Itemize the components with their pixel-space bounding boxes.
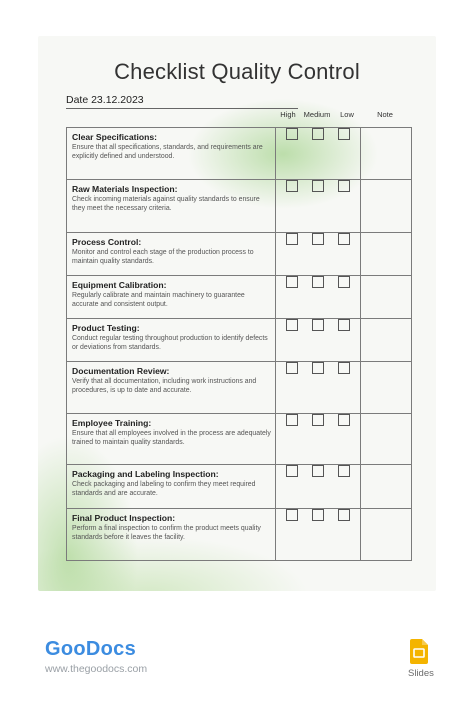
checkbox-high[interactable] (286, 180, 298, 192)
table-row (67, 509, 412, 561)
checkbox-cell (276, 465, 361, 509)
column-header-high: High (280, 110, 296, 119)
item-title: Process Control: (72, 237, 142, 247)
checkbox-high[interactable] (286, 128, 298, 140)
checkbox-low[interactable] (338, 128, 350, 140)
checkbox-cell (276, 509, 361, 561)
item-title: Final Product Inspection: (72, 513, 176, 523)
checkbox-low[interactable] (338, 362, 350, 374)
document-title: Checklist Quality Control (114, 59, 360, 84)
checkbox-high[interactable] (286, 233, 298, 245)
checkbox-medium[interactable] (312, 362, 324, 374)
checkbox-high[interactable] (286, 509, 298, 521)
item-description: Check packaging and labeling to confirm they meet required standards and are accurate. (72, 481, 256, 497)
item-title: Product Testing: (72, 323, 140, 333)
date-underline (66, 108, 298, 109)
checkbox-cell (276, 180, 361, 233)
checkbox-medium[interactable] (312, 509, 324, 521)
goodocs-logo: GooDocs (45, 638, 136, 660)
item-description: Conduct regular testing throughout production to identify defects or deviations from standards. (72, 335, 268, 351)
checkbox-high[interactable] (286, 362, 298, 374)
checkbox-low[interactable] (338, 465, 350, 477)
table-row (67, 319, 412, 362)
brand-url: www.thegoodocs.com (45, 663, 148, 675)
checkbox-medium[interactable] (312, 276, 324, 288)
note-cell[interactable] (361, 509, 412, 561)
checkbox-cell (276, 319, 361, 362)
item-description: Monitor and control each stage of the production process to maintain quality standards. (72, 249, 254, 265)
checkbox-low[interactable] (338, 414, 350, 426)
item-title: Employee Training: (72, 418, 152, 428)
checkbox-low[interactable] (338, 509, 350, 521)
slides-label: Slides (408, 668, 434, 679)
item-description: Verify that all documentation, including work instructions and procedures, is up to date and accurate. (72, 378, 257, 394)
table-row (67, 233, 412, 276)
item-title: Raw Materials Inspection: (72, 184, 178, 194)
table-row (67, 128, 412, 180)
note-cell[interactable] (361, 180, 412, 233)
item-cell (67, 465, 276, 509)
checkbox-medium[interactable] (312, 414, 324, 426)
item-title: Documentation Review: (72, 366, 170, 376)
table-row (67, 180, 412, 233)
item-title: Packaging and Labeling Inspection: (72, 469, 219, 479)
date-label: Date 23.12.2023 (66, 94, 144, 106)
checkbox-cell (276, 414, 361, 465)
table-row (67, 414, 412, 465)
checkbox-cell (276, 362, 361, 414)
checkbox-medium[interactable] (312, 180, 324, 192)
checkbox-cell (276, 233, 361, 276)
column-header-low: Low (340, 110, 354, 119)
table-row (67, 465, 412, 509)
item-cell (67, 319, 276, 362)
checkbox-medium[interactable] (312, 319, 324, 331)
checkbox-medium[interactable] (312, 128, 324, 140)
note-cell[interactable] (361, 319, 412, 362)
item-description: Perform a final inspection to confirm the product meets quality standards before it leaves the facility. (72, 525, 261, 541)
note-cell[interactable] (361, 414, 412, 465)
table-row (67, 276, 412, 319)
column-header-medium: Medium (303, 110, 331, 119)
item-cell (67, 180, 276, 233)
checkbox-cell (276, 276, 361, 319)
item-cell (67, 276, 276, 319)
item-cell (67, 509, 276, 561)
checkbox-high[interactable] (286, 465, 298, 477)
table-row (67, 362, 412, 414)
checklist-table (66, 127, 412, 561)
note-cell[interactable] (361, 128, 412, 180)
item-description: Regularly calibrate and maintain machinery to guarantee accurate and consistent output. (72, 292, 245, 308)
item-description: Ensure that all employees involved in the process are adequately trained to maintain quality standards. (72, 430, 271, 446)
checklist-document (38, 36, 436, 591)
item-cell (67, 362, 276, 414)
item-description: Check incoming materials against quality standards to ensure they meet the necessary criteria. (72, 196, 260, 212)
checkbox-high[interactable] (286, 319, 298, 331)
column-header-note: Note (377, 110, 393, 119)
checkbox-high[interactable] (286, 276, 298, 288)
note-cell[interactable] (361, 465, 412, 509)
checkbox-low[interactable] (338, 276, 350, 288)
item-cell (67, 233, 276, 276)
note-cell[interactable] (361, 233, 412, 276)
checkbox-cell (276, 128, 361, 180)
item-cell (67, 414, 276, 465)
checkbox-low[interactable] (338, 180, 350, 192)
item-cell (67, 128, 276, 180)
note-cell[interactable] (361, 276, 412, 319)
item-description: Ensure that all specifications, standards, and requirements are explicitly defined and understood. (72, 144, 263, 160)
checkbox-medium[interactable] (312, 233, 324, 245)
checkbox-high[interactable] (286, 414, 298, 426)
checkbox-low[interactable] (338, 319, 350, 331)
item-title: Equipment Calibration: (72, 280, 167, 290)
checkbox-low[interactable] (338, 233, 350, 245)
note-cell[interactable] (361, 362, 412, 414)
checkbox-medium[interactable] (312, 465, 324, 477)
item-title: Clear Specifications: (72, 132, 158, 142)
google-slides-icon (410, 639, 428, 664)
